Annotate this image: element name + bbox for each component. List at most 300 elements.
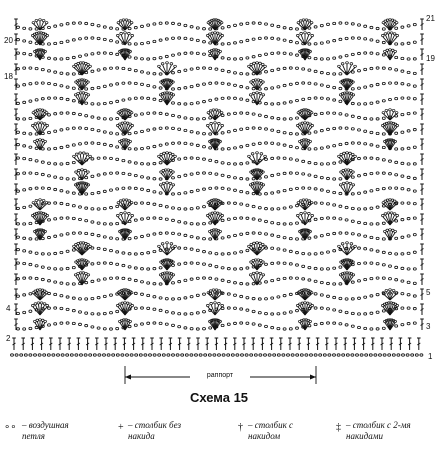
chain-stitch	[407, 112, 410, 114]
chain-stitch	[234, 217, 237, 219]
chain-stitch	[333, 162, 336, 164]
chain-stitch	[364, 222, 367, 224]
chain-stitch	[358, 221, 361, 223]
chain-stitch	[401, 175, 404, 177]
chain-stitch	[358, 262, 361, 264]
chain-stitch	[283, 207, 286, 209]
chain-stitch	[358, 192, 361, 194]
double-crochet-stitch	[420, 109, 424, 120]
chain-stitch	[134, 292, 137, 294]
chain-stitch	[141, 202, 144, 204]
chain-stitch	[314, 148, 317, 150]
double-crochet-stitch	[14, 139, 18, 150]
chain-stitch	[246, 283, 249, 285]
chain-stitch	[320, 147, 323, 149]
chain-stitch	[413, 190, 416, 192]
chain-stitch	[41, 173, 44, 175]
chain-stitch	[17, 26, 20, 28]
chain-stitch	[153, 233, 156, 235]
double-crochet-stitch	[58, 338, 62, 350]
chain-stitch	[147, 58, 150, 60]
chain-stitch	[128, 27, 131, 29]
chain-stitch	[240, 203, 243, 205]
chain-stitch	[41, 187, 44, 189]
chain-stitch	[66, 354, 69, 356]
chain-stitch	[389, 187, 392, 189]
chain-stitch	[147, 163, 150, 165]
chain-stitch	[258, 54, 261, 56]
double-crochet-stitch	[420, 274, 424, 285]
chain-stitch	[128, 148, 131, 150]
chain-stitch	[277, 130, 280, 132]
chain-stitch	[333, 22, 336, 24]
chain-stitch	[91, 280, 94, 282]
chain-stitch	[252, 232, 255, 234]
chain-stitch	[258, 324, 261, 326]
chain-stitch	[29, 263, 32, 265]
chain-stitch	[296, 82, 299, 84]
double-crochet-stitch	[132, 338, 136, 350]
chain-stitch	[116, 172, 119, 174]
legend-item-single-crochet	[128, 420, 181, 442]
chain-stitch	[379, 354, 382, 356]
chain-stitch	[407, 202, 410, 204]
chain-stitch	[172, 219, 175, 221]
chain-stitch	[323, 354, 326, 356]
chain-stitch	[314, 162, 317, 164]
stitch-fan	[31, 302, 48, 315]
chain-stitch	[29, 28, 32, 30]
chain-stitch	[227, 43, 230, 45]
chain-stitch	[221, 132, 224, 134]
chain-stitch	[413, 98, 416, 100]
chain-stitch	[364, 157, 367, 159]
chain-stitch	[195, 354, 198, 356]
double-crochet-stitch	[420, 64, 424, 75]
chain-stitch	[364, 278, 367, 280]
double-crochet-stitch	[371, 338, 375, 350]
chain-stitch	[97, 234, 100, 236]
chain-stitch	[296, 222, 299, 224]
legend-tc-line1: – столбик с 2-мя	[346, 420, 411, 430]
chain-stitch	[97, 327, 100, 329]
stitch-fan	[118, 229, 131, 240]
chain-stitch	[413, 72, 416, 74]
chain-stitch	[66, 98, 69, 100]
chain-stitch	[395, 325, 398, 327]
chain-stitch	[116, 277, 119, 279]
chain-stitch	[172, 177, 175, 179]
chain-stitch	[15, 354, 18, 356]
chain-stitch	[289, 118, 292, 120]
chain-stitch	[376, 53, 379, 55]
legend-chain-line2: петля	[22, 431, 45, 441]
chain-stitch	[134, 307, 137, 309]
chain-stitch	[134, 267, 137, 269]
chain-stitch	[308, 187, 311, 189]
chain-stitch	[147, 112, 150, 114]
chain-stitch	[234, 282, 237, 284]
chain-stitch	[395, 187, 398, 189]
chain-stitch	[141, 58, 144, 60]
chain-stitch	[320, 268, 323, 270]
chain-stitch	[246, 217, 249, 219]
chain-stitch	[333, 309, 336, 311]
chain-stitch	[184, 234, 187, 236]
stitch-fan	[382, 109, 398, 120]
chain-stitch	[103, 236, 106, 238]
chain-stitch	[289, 172, 292, 174]
chain-stitch	[271, 129, 274, 131]
chain-stitch	[48, 267, 51, 269]
chain-stitch	[289, 67, 292, 69]
chain-stitch	[54, 307, 57, 309]
chain-stitch	[128, 253, 131, 255]
chain-stitch	[184, 157, 187, 159]
chain-stitch	[85, 219, 88, 221]
chain-stitch	[184, 87, 187, 89]
chain-stitch	[103, 102, 106, 104]
chain-stitch	[271, 262, 274, 264]
chain-stitch	[252, 127, 255, 129]
double-crochet-stitch	[389, 338, 393, 350]
chain-stitch	[221, 97, 224, 99]
chain-stitch	[48, 26, 51, 28]
chain-stitch	[395, 148, 398, 150]
chain-stitch	[103, 85, 106, 87]
chain-stitch	[364, 68, 367, 70]
chain-stitch	[134, 253, 137, 255]
chain-stitch	[178, 263, 181, 265]
chain-stitch	[289, 132, 292, 134]
chain-stitch	[351, 312, 354, 314]
chain-stitch	[234, 129, 237, 131]
chain-stitch	[283, 249, 286, 251]
chain-stitch	[116, 222, 119, 224]
chain-stitch	[370, 249, 373, 251]
chain-stitch	[376, 188, 379, 190]
chain-stitch	[252, 56, 255, 58]
chain-stitch	[134, 162, 137, 164]
chain-stitch	[11, 354, 14, 356]
chain-stitch	[401, 188, 404, 190]
chain-stitch	[24, 354, 27, 356]
chain-stitch	[302, 98, 305, 100]
chain-stitch	[364, 173, 367, 175]
chain-stitch	[382, 222, 385, 224]
chain-stitch	[333, 322, 336, 324]
chain-stitch	[209, 238, 212, 240]
chain-stitch	[23, 101, 26, 103]
chain-stitch	[289, 293, 292, 295]
chain-stitch	[134, 174, 137, 176]
chain-stitch	[116, 83, 119, 85]
chain-stitch	[339, 100, 342, 102]
chain-stitch	[159, 112, 162, 114]
chain-stitch	[277, 296, 280, 298]
chain-stitch	[339, 178, 342, 180]
chain-stitch	[190, 278, 193, 280]
chain-stitch	[221, 43, 224, 45]
stitch-fan	[382, 289, 398, 300]
double-crochet-stitch	[14, 289, 18, 300]
chain-stitch	[48, 280, 51, 282]
chain-stitch	[277, 222, 280, 224]
chain-stitch	[122, 187, 125, 189]
chain-stitch	[415, 354, 418, 356]
chain-stitch	[60, 322, 63, 324]
chain-stitch	[35, 160, 38, 162]
chain-stitch	[277, 354, 280, 356]
chain-stitch	[116, 188, 119, 190]
double-crochet-stitch	[40, 338, 44, 350]
chain-stitch	[364, 130, 367, 132]
chain-stitch	[72, 56, 75, 58]
chain-stitch	[245, 354, 248, 356]
chain-stitch	[333, 127, 336, 129]
stitch-fan	[297, 289, 313, 300]
chain-stitch	[215, 187, 218, 189]
chain-stitch	[165, 22, 168, 24]
chain-stitch	[265, 71, 268, 73]
chain-stitch	[159, 322, 162, 324]
chain-stitch	[227, 162, 230, 164]
chain-stitch	[116, 67, 119, 69]
chain-stitch	[41, 98, 44, 100]
chain-stitch	[320, 112, 323, 114]
chain-stitch	[110, 67, 113, 69]
chain-stitch	[320, 24, 323, 26]
chain-stitch	[314, 26, 317, 28]
chain-stitch	[134, 43, 137, 45]
chain-stitch	[122, 159, 125, 161]
row-number-18: 18	[4, 72, 13, 81]
chain-stitch	[61, 354, 64, 356]
chain-stitch	[234, 294, 237, 296]
chain-stitch	[141, 218, 144, 220]
chain-stitch	[308, 237, 311, 239]
chain-stitch	[240, 308, 243, 310]
chain-stitch	[413, 282, 416, 284]
chain-stitch	[227, 354, 230, 356]
chain-stitch	[283, 39, 286, 41]
chain-stitch	[376, 40, 379, 42]
stitch-fan	[117, 289, 133, 300]
chain-stitch	[72, 297, 75, 299]
rapport-arrow-right-icon	[310, 375, 316, 380]
chain-stitch	[159, 204, 162, 206]
chain-stitch	[184, 142, 187, 144]
chain-stitch	[376, 237, 379, 239]
treble-crochet-icon: ‡	[336, 422, 341, 433]
chain-stitch	[413, 177, 416, 179]
chain-stitch	[66, 203, 69, 205]
chain-stitch	[147, 177, 150, 179]
chain-stitch	[110, 328, 113, 330]
double-crochet-stitch	[113, 338, 117, 350]
chain-stitch	[54, 188, 57, 190]
stitch-fan	[382, 199, 398, 210]
chain-stitch	[289, 250, 292, 252]
chain-stitch	[401, 57, 404, 59]
chain-stitch	[147, 129, 150, 131]
chain-stitch	[358, 247, 361, 249]
chain-stitch	[54, 202, 57, 204]
double-crochet-stitch	[420, 199, 424, 210]
chain-stitch	[48, 162, 51, 164]
chain-stitch	[66, 296, 69, 298]
chain-stitch	[98, 354, 101, 356]
chain-stitch	[283, 132, 286, 134]
chain-stitch	[302, 265, 305, 267]
chain-stitch	[141, 188, 144, 190]
chain-stitch	[358, 70, 361, 72]
chain-stitch	[252, 22, 255, 24]
chain-stitch	[314, 323, 317, 325]
chain-stitch	[147, 24, 150, 26]
chain-stitch	[122, 67, 125, 69]
chain-stitch	[370, 277, 373, 279]
double-crochet-stitch	[14, 214, 18, 225]
chain-stitch	[320, 42, 323, 44]
chain-stitch	[227, 202, 230, 204]
chain-stitch	[60, 72, 63, 74]
legend-sc-line2: накида	[128, 431, 155, 441]
chain-stitch	[221, 57, 224, 59]
chain-stitch	[401, 97, 404, 99]
chain-stitch	[358, 116, 361, 118]
chain-stitch	[172, 282, 175, 284]
double-crochet-stitch	[14, 79, 18, 90]
chain-stitch	[41, 82, 44, 84]
chain-stitch	[283, 294, 286, 296]
chain-stitch	[351, 220, 354, 222]
chain-stitch	[231, 354, 234, 356]
chain-stitch	[296, 133, 299, 135]
chain-stitch	[153, 217, 156, 219]
chain-stitch	[97, 129, 100, 131]
chain-stitch	[382, 54, 385, 56]
chain-stitch	[401, 43, 404, 45]
chain-stitch	[91, 297, 94, 299]
chain-stitch	[116, 251, 119, 253]
chain-stitch	[364, 52, 367, 54]
chain-stitch	[271, 279, 274, 281]
legend-dc-line1: – столбик с	[248, 420, 294, 430]
chain-stitch	[29, 310, 32, 312]
chain-stitch	[246, 267, 249, 269]
chain-stitch	[327, 146, 330, 148]
chain-stitch	[376, 158, 379, 160]
chain-stitch	[116, 133, 119, 135]
chain-stitch	[153, 112, 156, 114]
chain-stitch	[153, 203, 156, 205]
chain-stitch	[382, 277, 385, 279]
chain-stitch	[283, 328, 286, 330]
chain-stitch	[370, 26, 373, 28]
chain-stitch	[364, 248, 367, 250]
chain-stitch	[23, 84, 26, 86]
chain-stitch	[116, 158, 119, 160]
chain-stitch	[66, 250, 69, 252]
chain-stitch	[327, 98, 330, 100]
chain-stitch	[327, 177, 330, 179]
chain-stitch	[134, 187, 137, 189]
chain-stitch	[103, 131, 106, 133]
chain-stitch	[72, 309, 75, 311]
chain-stitch	[85, 102, 88, 104]
stitch-fan	[297, 109, 313, 120]
chain-stitch	[91, 326, 94, 328]
chain-stitch	[128, 43, 131, 45]
chain-stitch	[364, 327, 367, 329]
rapport-label: раппорт	[190, 372, 250, 379]
chain-stitch	[172, 127, 175, 129]
chain-stitch	[302, 187, 305, 189]
chain-stitch	[252, 38, 255, 40]
chain-stitch	[296, 309, 299, 311]
chain-stitch	[407, 176, 410, 178]
double-crochet-stitch	[420, 184, 424, 195]
chain-stitch	[215, 98, 218, 100]
stitch-fan	[158, 152, 177, 165]
chain-stitch	[85, 37, 88, 39]
chain-stitch	[97, 191, 100, 193]
chain-stitch	[339, 87, 342, 89]
chain-stitch	[271, 103, 274, 105]
chain-stitch	[401, 83, 404, 85]
chain-stitch	[190, 26, 193, 28]
chain-stitch	[240, 41, 243, 43]
chain-stitch	[110, 189, 113, 191]
chain-stitch	[407, 268, 410, 270]
chain-stitch	[103, 38, 106, 40]
chain-stitch	[60, 177, 63, 179]
chain-stitch	[358, 157, 361, 159]
chain-stitch	[364, 313, 367, 315]
chain-stitch	[221, 69, 224, 71]
chain-stitch	[159, 297, 162, 299]
chain-stitch	[128, 278, 131, 280]
double-crochet-stitch	[14, 244, 18, 255]
chain-stitch	[227, 113, 230, 115]
chain-stitch	[308, 253, 311, 255]
chain-stitch	[382, 82, 385, 84]
chain-stitch	[265, 142, 268, 144]
chain-stitch	[227, 293, 230, 295]
chain-stitch	[320, 97, 323, 99]
chain-stitch	[277, 117, 280, 119]
chain-stitch	[72, 87, 75, 89]
chain-stitch	[29, 293, 32, 295]
chain-stitch	[289, 27, 292, 29]
chain-stitch	[339, 283, 342, 285]
chain-stitch	[376, 118, 379, 120]
chain-stitch	[333, 250, 336, 252]
chain-stitch	[178, 103, 181, 105]
chain-stitch	[258, 219, 261, 221]
chain-stitch	[370, 172, 373, 174]
chain-stitch	[413, 128, 416, 130]
chain-stitch	[283, 172, 286, 174]
chain-stitch	[60, 97, 63, 99]
chain-stitch	[215, 160, 218, 162]
stitch-fan	[298, 49, 311, 60]
chain-stitch	[401, 26, 404, 28]
chain-stitch	[358, 142, 361, 144]
chain-stitch	[184, 313, 187, 315]
chain-stitch	[246, 87, 249, 89]
